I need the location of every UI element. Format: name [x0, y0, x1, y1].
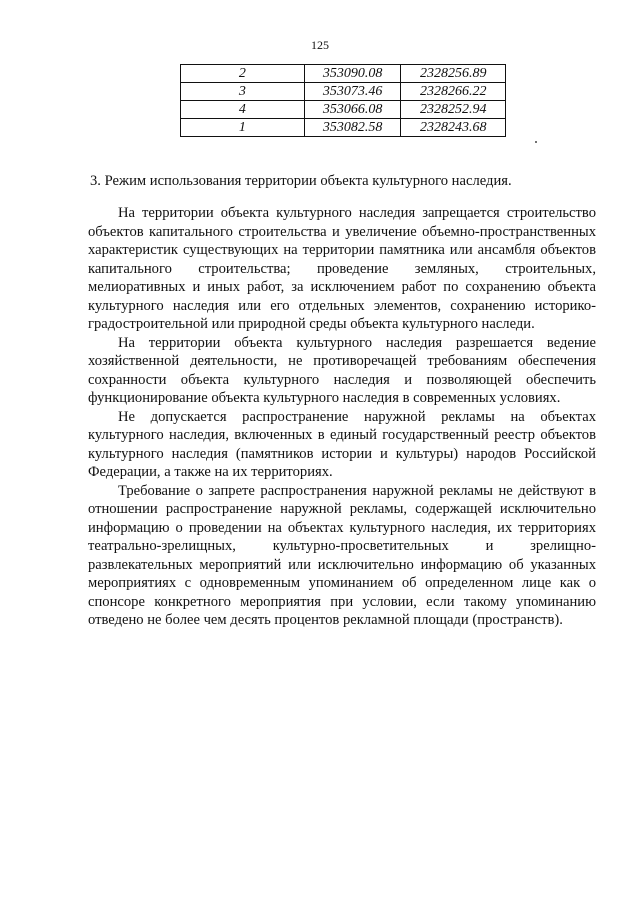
y-coordinate-cell: 2328252.94	[401, 101, 506, 119]
page-number: 125	[311, 38, 329, 52]
body-text	[88, 204, 596, 630]
section-heading: 3. Режим использования территории объекта культурного наследия.	[90, 173, 512, 189]
table-row	[181, 101, 506, 119]
coordinates-table	[180, 64, 506, 137]
y-coordinate-cell: 2328243.68	[401, 119, 506, 137]
paragraph-advertising-ban: Не допускается распространение наружной рекламы на объектах культурного наследия, включенных в единый государственный реестр объектов культурного наследия (памятников истории и культуры) народов Российской Федерации, а также на их территориях.	[88, 408, 596, 480]
scan-speck	[535, 141, 537, 143]
point-number-cell: 2	[181, 65, 305, 83]
paragraph-permitted-activity: На территории объекта культурного наследия разрешается ведение хозяйственной деятельности, не противоречащей требованиям обеспечения сохранности объекта культурного наследия и позволяющей обеспечить функционирование объекта культурного наследия в современных условиях.	[88, 334, 596, 406]
y-coordinate-cell: 2328256.89	[401, 65, 506, 83]
table-row	[181, 65, 506, 83]
table-row	[181, 83, 506, 101]
x-coordinate-cell: 353082.58	[304, 119, 401, 137]
y-coordinate-cell: 2328266.22	[401, 83, 506, 101]
paragraph-prohibitions: На территории объекта культурного наследия запрещается строительство объектов капитального строительства и увеличение объемно-пространственных характеристик существующих на территории памятника или ансамбля объектов капитального строительства; проведение земляных, строительных, мелиоративных и иных работ, за исключением работ по сохранению объекта культурного наследия или его отдельных элементов, сохранению историко-градостроительной или природной среды объекта культурного наследи.	[88, 205, 596, 332]
point-number-cell: 1	[181, 119, 305, 137]
paragraph-advertising-exception: Требование о запрете распространения наружной рекламы не действуют в отношении распространение наружной рекламы, содержащей исключительно информацию о проведении на объектах культурного наследия, их территориях театрально-зрелищных, культурно-просветительных и зрелищно-развлекательных мероприятий или исключительно информацию об указанных мероприятиях с одновременным упоминанием об определенном лице как о спонсоре конкретного мероприятия при условии, если такому упоминанию отведено не более чем десять процентов рекламной площади (пространств).	[88, 482, 596, 628]
table-row	[181, 119, 506, 137]
x-coordinate-cell: 353090.08	[304, 65, 401, 83]
point-number-cell: 4	[181, 101, 305, 119]
point-number-cell: 3	[181, 83, 305, 101]
x-coordinate-cell: 353066.08	[304, 101, 401, 119]
x-coordinate-cell: 353073.46	[304, 83, 401, 101]
